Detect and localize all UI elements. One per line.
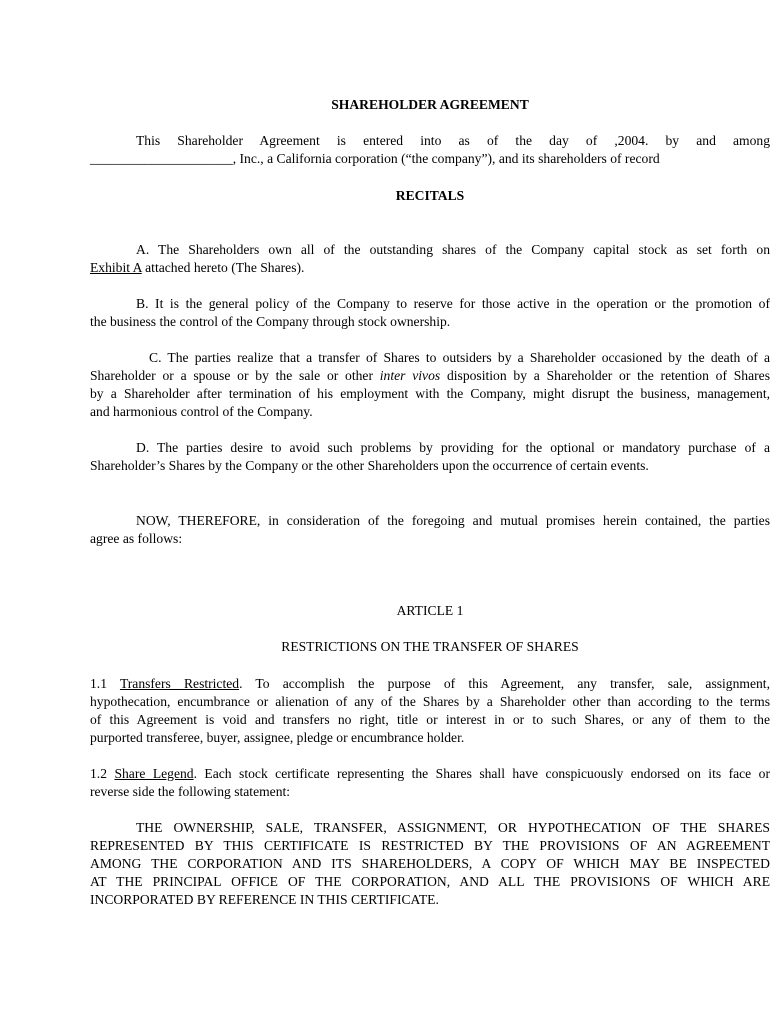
recital-c-line-4: and harmonious control of the Company. [90, 404, 313, 419]
legend-line-1: THE OWNERSHIP, SALE, TRANSFER, ASSIGNMENT, OR HYPOTHECATION OF THE SHARES [136, 820, 770, 835]
section-1-1-line-1: 1.1 Transfers Restricted. To accomplish the purpose of this Agreement, any transfer, sale, assignment, [90, 676, 770, 691]
company-name-blank: _____________________ [90, 151, 233, 166]
now-therefore-line-2: agree as follows: [90, 531, 183, 546]
recital-c-line-2: Shareholder or a spouse or by the sale or other inter vivos disposition by a Shareholder or the retention of Shares [90, 368, 770, 383]
intro-line-2: _____________________, Inc., a California corporation (“the company”), and its shareholders of record [90, 151, 660, 166]
legend-line-3: AMONG THE CORPORATION AND ITS SHAREHOLDERS, A COPY OF WHICH MAY BE INSPECTED [90, 856, 770, 871]
article-heading: ARTICLE 1 [396, 603, 464, 618]
legend-line-2: REPRESENTED BY THIS CERTIFICATE IS RESTRICTED BY THE PROVISIONS OF AN AGREEMENT [90, 838, 770, 853]
section-1-1-title: Transfers Restricted [119, 676, 240, 691]
recital-d-line-1: D. The parties desire to avoid such problems by providing for the optional or mandatory purchase of a [136, 440, 770, 455]
now-therefore-line-1: NOW, THEREFORE, in consideration of the foregoing and mutual promises herein contained, the parties [136, 513, 770, 528]
recital-c-line-1: C. The parties realize that a transfer of Shares to outsiders by a Shareholder occasioned by the death of a [149, 350, 770, 365]
recital-a-line-1: A. The Shareholders own all of the outstanding shares of the Company capital stock as set forth on [136, 242, 770, 257]
legend-line-4: AT THE PRINCIPAL OFFICE OF THE CORPORATION, AND ALL THE PROVISIONS OF WHICH ARE [90, 874, 770, 889]
section-1-2-line-1: 1.2 Share Legend. Each stock certificate representing the Shares shall have conspicuously endorsed on its face or [90, 766, 770, 781]
recital-a-line-2: Exhibit A attached hereto (The Shares). [90, 260, 305, 275]
recitals-heading: RECITALS [395, 188, 465, 203]
recital-d-line-2: Shareholder’s Shares by the Company or the other Shareholders upon the occurrence of certain events. [90, 458, 649, 473]
intro-line-1: This Shareholder Agreement is entered into as of the day of ,2004. by and among [136, 133, 770, 148]
document-title: SHAREHOLDER AGREEMENT [331, 97, 529, 112]
section-1-2-line-2: reverse side the following statement: [90, 784, 291, 799]
recital-b-line-1: B. It is the general policy of the Company to reserve for those active in the operation or the promotion of [136, 296, 770, 311]
article-title: RESTRICTIONS ON THE TRANSFER OF SHARES [281, 639, 579, 654]
section-1-1-line-3: of this Agreement is void and transfers no right, title or interest in or to such Shares, or any of them to the [90, 712, 770, 727]
exhibit-a-reference: Exhibit A [90, 260, 142, 275]
section-1-1-line-2: hypothecation, encumbrance or alienation of any of the Shares by a Shareholder other than according to the terms [90, 694, 770, 709]
recital-c-line-3: by a Shareholder after termination of his employment with the Company, might disrupt the business, management, [90, 386, 770, 401]
recital-b-line-2: the business the control of the Company through stock ownership. [90, 314, 451, 329]
section-1-2-title: Share Legend [114, 766, 194, 781]
section-1-1-line-4: purported transferee, buyer, assignee, pledge or encumbrance holder. [90, 730, 465, 745]
legend-line-5: INCORPORATED BY REFERENCE IN THIS CERTIFICATE. [90, 892, 439, 907]
